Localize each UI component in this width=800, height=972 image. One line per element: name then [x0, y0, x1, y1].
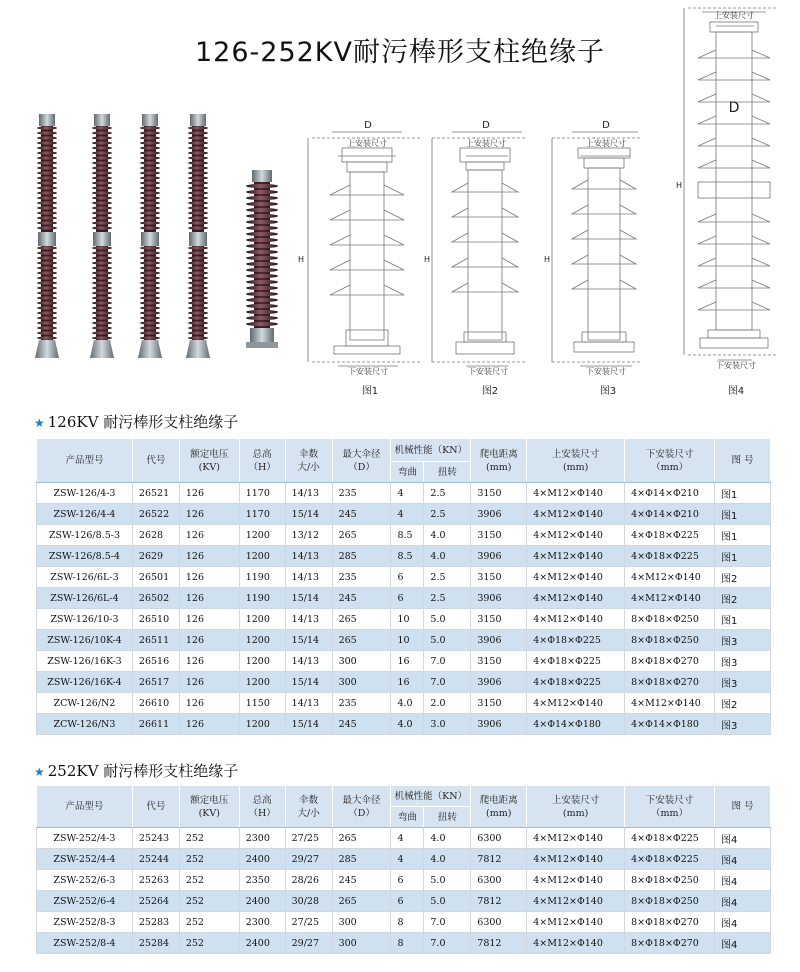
- fig1-d-label: D: [364, 120, 372, 131]
- col-creep: 爬电距离 (mm): [471, 439, 527, 483]
- cell-creep: 3150: [471, 651, 527, 672]
- col-upper: 上安装尺寸 (mm): [527, 439, 625, 483]
- cell-voltage: 126: [179, 567, 239, 588]
- cell-bend: 4: [391, 828, 424, 849]
- cell-model: ZSW-126/8.5-3: [37, 525, 133, 546]
- fig3-caption: 图3: [599, 386, 617, 397]
- cell-fig: 图1: [715, 483, 771, 504]
- cell-height: 1190: [239, 567, 285, 588]
- cell-sheds: 14/13: [285, 693, 332, 714]
- fig2-h-label: H: [424, 255, 431, 264]
- cell-height: 1200: [239, 714, 285, 735]
- col-code: 代号: [132, 439, 179, 483]
- col-fig: 图 号: [715, 439, 771, 483]
- cell-diameter: 300: [332, 933, 391, 954]
- cell-fig: 图4: [715, 849, 771, 870]
- table-row: [37, 672, 771, 693]
- cell-torsion: 2.5: [424, 483, 471, 504]
- cell-code: 26522: [132, 504, 179, 525]
- cell-diameter: 300: [332, 672, 391, 693]
- table-row: [37, 714, 771, 735]
- cell-lower: 4×M12×Φ140: [625, 588, 715, 609]
- table-row: [37, 609, 771, 630]
- cell-voltage: 252: [179, 870, 239, 891]
- cell-height: 1170: [239, 504, 285, 525]
- cell-upper: 4×M12×Φ140: [527, 912, 625, 933]
- cell-model: ZSW-252/8-3: [37, 912, 133, 933]
- cell-height: 1200: [239, 630, 285, 651]
- cell-creep: 6300: [471, 912, 527, 933]
- cell-torsion: 5.0: [424, 870, 471, 891]
- cell-torsion: 5.0: [424, 630, 471, 651]
- cell-code: 25243: [132, 828, 179, 849]
- cell-height: 1200: [239, 672, 285, 693]
- cell-fig: 图2: [715, 588, 771, 609]
- cell-model: ZSW-126/6L-4: [37, 588, 133, 609]
- cell-height: 1200: [239, 609, 285, 630]
- cell-torsion: 2.5: [424, 588, 471, 609]
- col-torsion: 扭转: [424, 462, 471, 483]
- cell-bend: 10: [391, 630, 424, 651]
- cell-upper: 4×M12×Φ140: [527, 525, 625, 546]
- cell-sheds: 15/14: [285, 714, 332, 735]
- col-model: 产品型号: [37, 439, 133, 483]
- cell-bend: 4: [391, 849, 424, 870]
- cell-fig: 图4: [715, 933, 771, 954]
- col-voltage: 额定电压 (KV): [179, 786, 239, 828]
- cell-diameter: 235: [332, 693, 391, 714]
- cell-upper: 4×Φ18×Φ225: [527, 630, 625, 651]
- cell-bend: 6: [391, 588, 424, 609]
- fig3-h-label: H: [544, 255, 551, 264]
- cell-sheds: 29/27: [285, 933, 332, 954]
- col-sheds: 伞数 大/小: [285, 786, 332, 828]
- cell-creep: 3150: [471, 567, 527, 588]
- cell-bend: 8.5: [391, 546, 424, 567]
- cell-lower: 4×M12×Φ140: [625, 567, 715, 588]
- cell-torsion: 5.0: [424, 891, 471, 912]
- cell-height: 2400: [239, 849, 285, 870]
- star-icon: ★: [34, 765, 45, 779]
- cell-sheds: 27/25: [285, 912, 332, 933]
- cell-voltage: 126: [179, 714, 239, 735]
- col-lower: 下安装尺寸 （mm）: [625, 439, 715, 483]
- cell-lower: 8×Φ18×Φ250: [625, 891, 715, 912]
- cell-sheds: 15/14: [285, 672, 332, 693]
- table-row: [37, 483, 771, 504]
- product-photos: [30, 112, 290, 362]
- cell-voltage: 126: [179, 630, 239, 651]
- cell-voltage: 252: [179, 891, 239, 912]
- cell-code: 25263: [132, 870, 179, 891]
- fig3-lower-label: 下安装尺寸: [586, 367, 626, 376]
- col-code: 代号: [132, 786, 179, 828]
- cell-voltage: 126: [179, 525, 239, 546]
- table-row: [37, 912, 771, 933]
- cell-torsion: 2.5: [424, 504, 471, 525]
- figure-1-drawing: [308, 132, 420, 366]
- cell-creep: 3150: [471, 483, 527, 504]
- cell-height: 2300: [239, 912, 285, 933]
- spec-table-126kv: [36, 438, 771, 735]
- cell-creep: 3150: [471, 693, 527, 714]
- cell-bend: 8.5: [391, 525, 424, 546]
- cell-voltage: 126: [179, 504, 239, 525]
- cell-code: 25244: [132, 849, 179, 870]
- cell-fig: 图3: [715, 630, 771, 651]
- cell-model: ZSW-126/16K-4: [37, 672, 133, 693]
- cell-bend: 6: [391, 870, 424, 891]
- cell-model: ZCW-126/N2: [37, 693, 133, 714]
- cell-height: 1170: [239, 483, 285, 504]
- cell-code: 26511: [132, 630, 179, 651]
- cell-code: 25283: [132, 912, 179, 933]
- col-height: 总高 （H）: [239, 786, 285, 828]
- cell-diameter: 265: [332, 828, 391, 849]
- table-row: [37, 693, 771, 714]
- cell-creep: 3906: [471, 504, 527, 525]
- star-icon: ★: [34, 416, 45, 430]
- cell-bend: 4: [391, 504, 424, 525]
- cell-diameter: 265: [332, 525, 391, 546]
- cell-voltage: 252: [179, 912, 239, 933]
- col-bend: 弯曲: [391, 807, 424, 828]
- cell-voltage: 126: [179, 546, 239, 567]
- table-row: [37, 849, 771, 870]
- cell-model: ZSW-252/8-4: [37, 933, 133, 954]
- cell-fig: 图4: [715, 870, 771, 891]
- cell-torsion: 4.0: [424, 546, 471, 567]
- figure-4-drawing: [684, 8, 776, 360]
- cell-upper: 4×M12×Φ140: [527, 849, 625, 870]
- cell-height: 1150: [239, 693, 285, 714]
- cell-voltage: 126: [179, 483, 239, 504]
- cell-fig: 图4: [715, 828, 771, 849]
- cell-model: ZSW-126/10K-4: [37, 630, 133, 651]
- table-row: [37, 546, 771, 567]
- cell-diameter: 245: [332, 870, 391, 891]
- figure-2-drawing: [432, 132, 525, 366]
- cell-bend: 4.0: [391, 714, 424, 735]
- spec-table-252kv-body: [37, 828, 771, 954]
- cell-code: 26521: [132, 483, 179, 504]
- cell-fig: 图2: [715, 693, 771, 714]
- section-252kv-title: ★ 252KV 耐污棒形支柱绝缘子: [34, 762, 239, 780]
- cell-model: ZSW-252/6-4: [37, 891, 133, 912]
- cell-voltage: 252: [179, 849, 239, 870]
- cell-lower: 4×Φ18×Φ225: [625, 849, 715, 870]
- cell-lower: 4×Φ14×Φ210: [625, 483, 715, 504]
- spec-table-252kv: [36, 785, 771, 954]
- cell-voltage: 126: [179, 651, 239, 672]
- cell-torsion: 7.0: [424, 912, 471, 933]
- cell-diameter: 265: [332, 630, 391, 651]
- cell-lower: 8×Φ18×Φ270: [625, 933, 715, 954]
- cell-fig: 图2: [715, 567, 771, 588]
- cell-sheds: 30/28: [285, 891, 332, 912]
- cell-fig: 图4: [715, 912, 771, 933]
- cell-diameter: 265: [332, 891, 391, 912]
- cell-bend: 8: [391, 933, 424, 954]
- col-sheds: 伞数 大/小: [285, 439, 332, 483]
- fig2-lower-label: 下安装尺寸: [468, 367, 508, 376]
- cell-upper: 4×M12×Φ140: [527, 870, 625, 891]
- cell-code: 25284: [132, 933, 179, 954]
- cell-fig: 图1: [715, 525, 771, 546]
- cell-lower: 4×Φ14×Φ180: [625, 714, 715, 735]
- cell-lower: 4×Φ18×Φ225: [625, 546, 715, 567]
- cell-bend: 4.0: [391, 693, 424, 714]
- cell-lower: 8×Φ18×Φ250: [625, 609, 715, 630]
- cell-diameter: 245: [332, 714, 391, 735]
- col-model: 产品型号: [37, 786, 133, 828]
- section-126kv-title: ★ 126KV 耐污棒形支柱绝缘子: [34, 413, 239, 431]
- cell-model: ZSW-126/6L-3: [37, 567, 133, 588]
- cell-torsion: 7.0: [424, 933, 471, 954]
- col-torsion: 扭转: [424, 807, 471, 828]
- cell-voltage: 252: [179, 933, 239, 954]
- cell-fig: 图3: [715, 714, 771, 735]
- cell-sheds: 27/25: [285, 828, 332, 849]
- cell-code: 25264: [132, 891, 179, 912]
- cell-torsion: 3.0: [424, 714, 471, 735]
- cell-creep: 3906: [471, 630, 527, 651]
- cell-voltage: 252: [179, 828, 239, 849]
- cell-creep: 6300: [471, 828, 527, 849]
- fig1-h-label: H: [298, 255, 305, 264]
- figure-3-drawing: [552, 132, 640, 366]
- cell-voltage: 126: [179, 609, 239, 630]
- cell-creep: 3150: [471, 525, 527, 546]
- cell-diameter: 245: [332, 588, 391, 609]
- table-row: [37, 828, 771, 849]
- cell-fig: 图1: [715, 609, 771, 630]
- table-row: [37, 525, 771, 546]
- cell-height: 2350: [239, 870, 285, 891]
- fig4-d-label: D: [728, 100, 740, 116]
- cell-fig: 图3: [715, 672, 771, 693]
- fig1-upper-label: 上安装尺寸: [347, 139, 387, 148]
- cell-height: 2400: [239, 891, 285, 912]
- cell-fig: 图1: [715, 504, 771, 525]
- col-voltage: 额定电压 (KV): [179, 439, 239, 483]
- fig2-caption: 图2: [481, 386, 499, 397]
- cell-creep: 7812: [471, 891, 527, 912]
- cell-torsion: 2.5: [424, 567, 471, 588]
- cell-sheds: 14/13: [285, 546, 332, 567]
- cell-torsion: 7.0: [424, 651, 471, 672]
- cell-upper: 4×Φ14×Φ180: [527, 714, 625, 735]
- fig4-upper-label: 上安装尺寸: [714, 11, 754, 20]
- col-diameter: 最大伞径 （D）: [332, 786, 391, 828]
- fig3-d-label: D: [602, 120, 610, 131]
- col-upper: 上安装尺寸 (mm): [527, 786, 625, 828]
- cell-model: ZSW-126/8.5-4: [37, 546, 133, 567]
- cell-sheds: 14/13: [285, 651, 332, 672]
- cell-upper: 4×M12×Φ140: [527, 693, 625, 714]
- cell-model: ZSW-126/16K-3: [37, 651, 133, 672]
- cell-torsion: 2.0: [424, 693, 471, 714]
- cell-diameter: 235: [332, 483, 391, 504]
- col-creep: 爬电距离 (mm): [471, 786, 527, 828]
- cell-lower: 4×Φ18×Φ225: [625, 828, 715, 849]
- cell-sheds: 15/14: [285, 504, 332, 525]
- col-lower: 下安装尺寸 （mm）: [625, 786, 715, 828]
- cell-upper: 4×M12×Φ140: [527, 891, 625, 912]
- cell-code: 26610: [132, 693, 179, 714]
- fig1-caption: 图1: [361, 386, 379, 397]
- cell-sheds: 15/14: [285, 630, 332, 651]
- cell-creep: 6300: [471, 870, 527, 891]
- table-row: [37, 567, 771, 588]
- cell-bend: 16: [391, 651, 424, 672]
- fig3-upper-label: 上安装尺寸: [586, 139, 626, 148]
- cell-code: 2629: [132, 546, 179, 567]
- cell-diameter: 245: [332, 504, 391, 525]
- cell-model: ZSW-126/4-3: [37, 483, 133, 504]
- cell-sheds: 14/13: [285, 609, 332, 630]
- table-row: [37, 933, 771, 954]
- cell-lower: 4×Φ14×Φ210: [625, 504, 715, 525]
- cell-torsion: 4.0: [424, 525, 471, 546]
- cell-sheds: 14/13: [285, 483, 332, 504]
- cell-upper: 4×M12×Φ140: [527, 504, 625, 525]
- cell-upper: 4×M12×Φ140: [527, 828, 625, 849]
- cell-code: 26510: [132, 609, 179, 630]
- cell-torsion: 4.0: [424, 828, 471, 849]
- cell-height: 1190: [239, 588, 285, 609]
- cell-lower: 8×Φ18×Φ270: [625, 651, 715, 672]
- cell-creep: 3150: [471, 609, 527, 630]
- cell-diameter: 285: [332, 849, 391, 870]
- cell-upper: 4×Φ18×Φ225: [527, 651, 625, 672]
- cell-model: ZCW-126/N3: [37, 714, 133, 735]
- cell-sheds: 13/12: [285, 525, 332, 546]
- cell-bend: 4: [391, 483, 424, 504]
- col-fig: 图 号: [715, 786, 771, 828]
- cell-height: 2300: [239, 828, 285, 849]
- cell-code: 26516: [132, 651, 179, 672]
- cell-height: 1200: [239, 651, 285, 672]
- cell-model: ZSW-252/4-4: [37, 849, 133, 870]
- spec-table-126kv-body: [37, 483, 771, 735]
- cell-height: 2400: [239, 933, 285, 954]
- fig4-h-label: H: [676, 181, 683, 190]
- cell-upper: 4×M12×Φ140: [527, 933, 625, 954]
- cell-torsion: 4.0: [424, 849, 471, 870]
- cell-diameter: 300: [332, 651, 391, 672]
- cell-creep: 3906: [471, 546, 527, 567]
- cell-torsion: 7.0: [424, 672, 471, 693]
- cell-height: 1200: [239, 525, 285, 546]
- cell-upper: 4×Φ18×Φ225: [527, 672, 625, 693]
- cell-bend: 6: [391, 891, 424, 912]
- cell-voltage: 126: [179, 672, 239, 693]
- cell-bend: 16: [391, 672, 424, 693]
- cell-sheds: 28/26: [285, 870, 332, 891]
- cell-creep: 7812: [471, 849, 527, 870]
- table-row: [37, 651, 771, 672]
- cell-diameter: 265: [332, 609, 391, 630]
- col-diameter: 最大伞径 （D）: [332, 439, 391, 483]
- cell-model: ZSW-252/6-3: [37, 870, 133, 891]
- cell-sheds: 15/14: [285, 588, 332, 609]
- cell-lower: 8×Φ18×Φ250: [625, 630, 715, 651]
- cell-voltage: 126: [179, 693, 239, 714]
- technical-drawings: [290, 0, 800, 402]
- cell-diameter: 235: [332, 567, 391, 588]
- table-row: [37, 588, 771, 609]
- cell-fig: 图1: [715, 546, 771, 567]
- cell-bend: 6: [391, 567, 424, 588]
- col-mech: 机械性能（KN）: [391, 439, 471, 462]
- fig1-lower-label: 下安装尺寸: [348, 367, 388, 376]
- cell-creep: 3906: [471, 588, 527, 609]
- cell-upper: 4×M12×Φ140: [527, 588, 625, 609]
- cell-code: 26502: [132, 588, 179, 609]
- table-row: [37, 891, 771, 912]
- col-height: 总高 （H）: [239, 439, 285, 483]
- cell-diameter: 300: [332, 912, 391, 933]
- col-mech: 机械性能（KN）: [391, 786, 471, 807]
- table-row: [37, 504, 771, 525]
- cell-bend: 10: [391, 609, 424, 630]
- cell-sheds: 29/27: [285, 849, 332, 870]
- cell-fig: 图3: [715, 651, 771, 672]
- fig4-caption: 图4: [727, 386, 745, 397]
- cell-upper: 4×M12×Φ140: [527, 567, 625, 588]
- fig2-upper-label: 上安装尺寸: [466, 139, 506, 148]
- cell-sheds: 14/13: [285, 567, 332, 588]
- cell-lower: 8×Φ18×Φ270: [625, 672, 715, 693]
- cell-upper: 4×M12×Φ140: [527, 609, 625, 630]
- cell-code: 26517: [132, 672, 179, 693]
- cell-model: ZSW-252/4-3: [37, 828, 133, 849]
- cell-upper: 4×M12×Φ140: [527, 546, 625, 567]
- cell-code: 26501: [132, 567, 179, 588]
- cell-lower: 4×M12×Φ140: [625, 693, 715, 714]
- cell-creep: 3906: [471, 714, 527, 735]
- cell-lower: 8×Φ18×Φ270: [625, 912, 715, 933]
- cell-model: ZSW-126/10-3: [37, 609, 133, 630]
- cell-fig: 图4: [715, 891, 771, 912]
- col-bend: 弯曲: [391, 462, 424, 483]
- cell-creep: 3906: [471, 672, 527, 693]
- cell-creep: 7812: [471, 933, 527, 954]
- cell-code: 26611: [132, 714, 179, 735]
- cell-code: 2628: [132, 525, 179, 546]
- cell-lower: 4×Φ18×Φ225: [625, 525, 715, 546]
- cell-lower: 8×Φ18×Φ250: [625, 870, 715, 891]
- cell-bend: 8: [391, 912, 424, 933]
- fig2-d-label: D: [482, 120, 490, 131]
- table-row: [37, 630, 771, 651]
- table-row: [37, 870, 771, 891]
- cell-height: 1200: [239, 546, 285, 567]
- cell-diameter: 285: [332, 546, 391, 567]
- cell-model: ZSW-126/4-4: [37, 504, 133, 525]
- cell-voltage: 126: [179, 588, 239, 609]
- cell-upper: 4×M12×Φ140: [527, 483, 625, 504]
- cell-torsion: 5.0: [424, 609, 471, 630]
- page-title: 126-252KV耐污棒形支柱绝缘子: [195, 37, 605, 68]
- fig4-lower-label: 下安装尺寸: [716, 361, 756, 370]
